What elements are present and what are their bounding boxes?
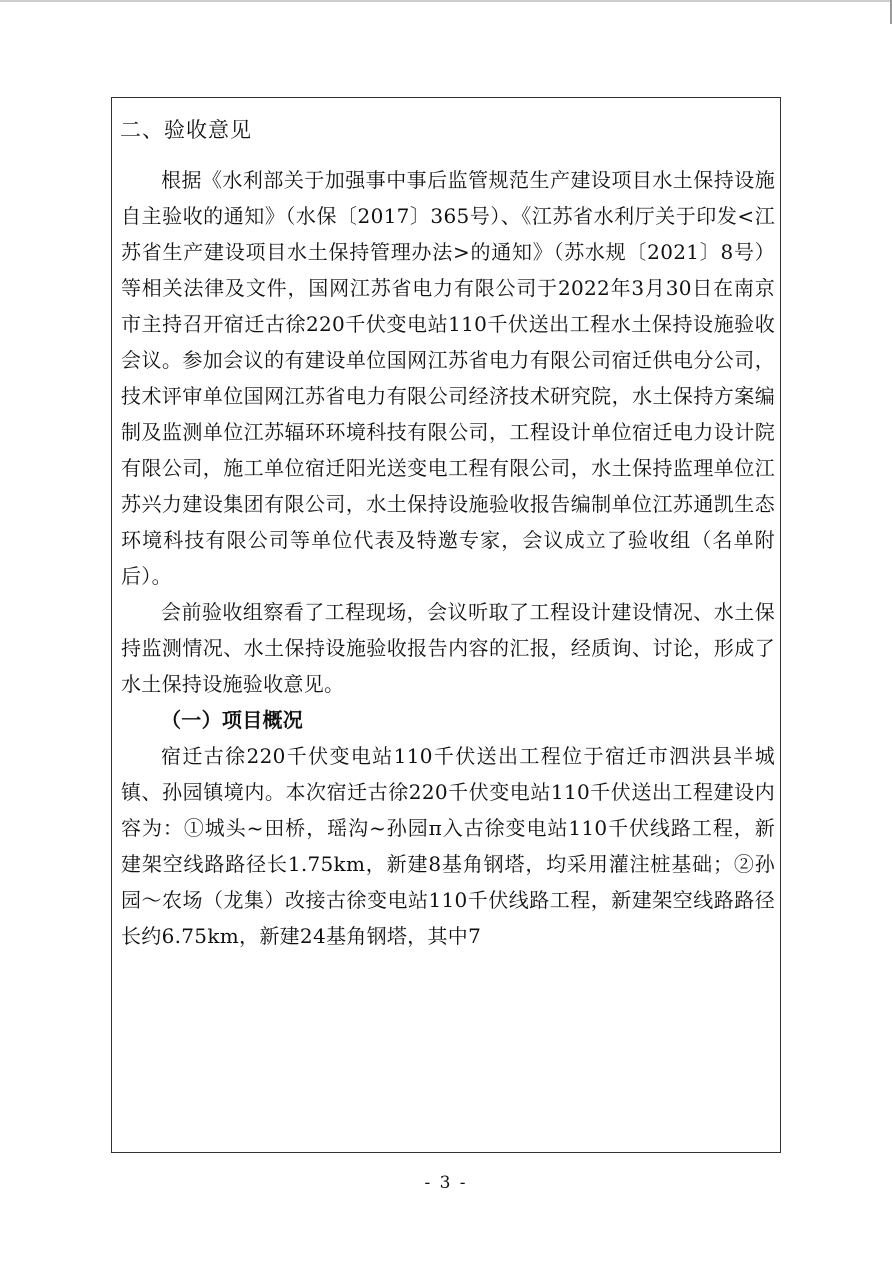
section-title: 二、验收意见 bbox=[120, 118, 252, 142]
paragraph-project-overview: 宿迁古徐220千伏变电站110千伏送出工程位于宿迁市泗洪县半城镇、孙园镇境内。本次宿迁古徐220千伏变电站110千伏送出工程建设内容为：①城头~田桥，瑶沟~孙园π入古徐变电站110千伏线路工程，新建架空线路路径长1.75km，新建8基角钢塔，均采用灌注桩基础；②孙园～农场（龙集）改接古徐变电站110千伏线路工程，新建架空线路路径长约6.75km，新建24基角钢塔，其中7 bbox=[121, 744, 775, 948]
subsection-title-project-overview: （一）项目概况 bbox=[161, 708, 304, 732]
content-frame bbox=[111, 97, 781, 1153]
paragraph-acceptance-basis: 根据《水利部关于加强事中事后监管规范生产建设项目水土保持设施自主验收的通知》（水保〔2017〕365号）、《江苏省水利厅关于印发<江苏省生产建设项目水土保持管理办法>的通知》（苏水规〔2021〕8号）等相关法律及文件，国网江苏省电力有限公司于2022年3月30日在南京市主持召开宿迁古徐220千伏变电站110千伏送出工程水土保持设施验收会议。参加会议的有建设单位国网江苏省电力有限公司宿迁供电分公司，技术评审单位国网江苏省电力有限公司经济技术研究院，水土保持方案编制及监测单位江苏辐环环境科技有限公司，工程设计单位宿迁电力设计院有限公司，施工单位宿迁阳光送变电工程有限公司，水土保持监理单位江苏兴力建设集团有限公司，水土保持设施验收报告编制单位江苏通凯生态环境科技有限公司等单位代表及特邀专家，会议成立了验收组（名单附后）。 bbox=[121, 168, 775, 588]
body-text bbox=[121, 162, 775, 954]
page-number: - 3 - bbox=[424, 1173, 468, 1193]
paragraph-meeting-process: 会前验收组察看了工程现场，会议听取了工程设计建设情况、水土保持监测情况、水土保持设施验收报告内容的汇报，经质询、讨论，形成了水土保持设施验收意见。 bbox=[121, 600, 775, 696]
page-top-edge bbox=[0, 0, 892, 2]
